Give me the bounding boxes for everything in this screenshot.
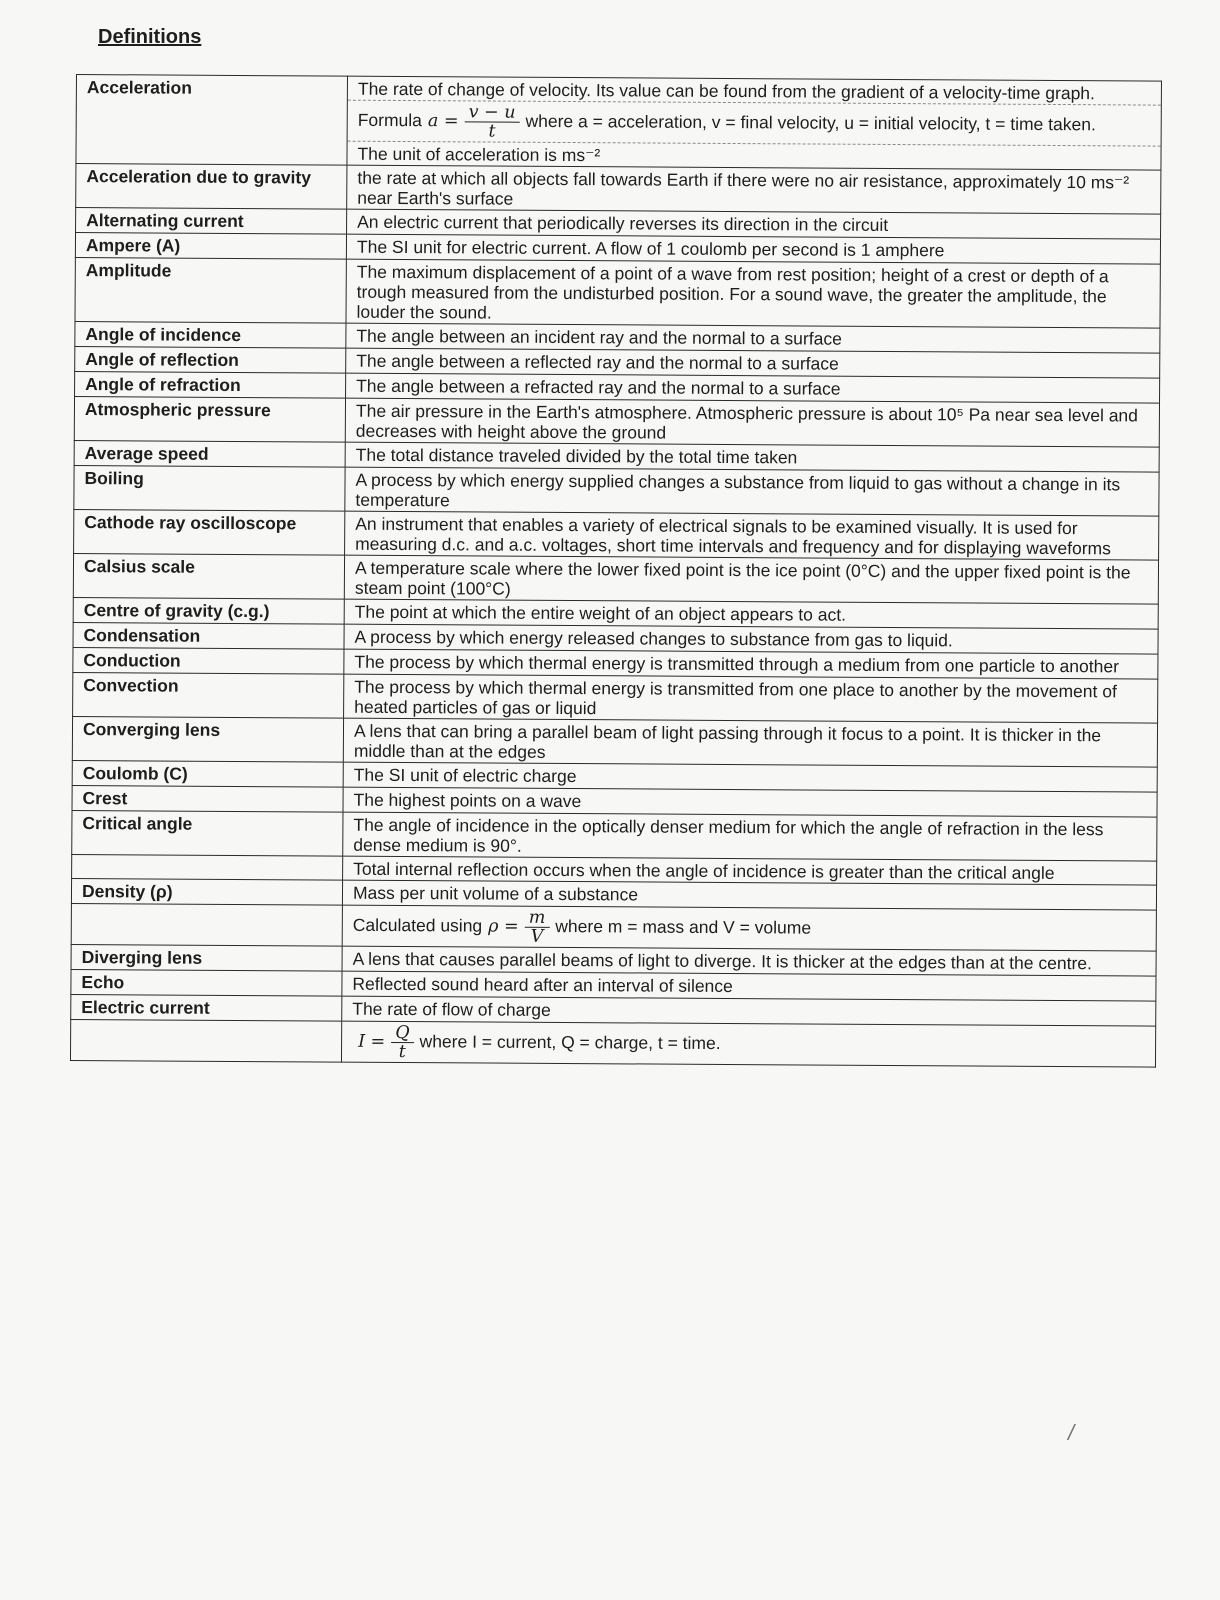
term-cell: Critical angle — [72, 810, 343, 856]
term-cell — [71, 903, 342, 946]
table-row — [74, 465, 1159, 516]
definition-cell — [344, 555, 1158, 604]
definition-text: The process by which thermal energy is transmitted through a medium from one particle to another — [354, 651, 1119, 677]
table-row — [75, 257, 1160, 328]
definition-cell — [345, 467, 1159, 516]
formula-fraction — [391, 1024, 414, 1061]
definition-cell — [344, 674, 1158, 723]
definition-text: An electric current that periodically reverses its direction in the circuit — [357, 211, 889, 235]
definition-text: The SI unit of electric charge — [353, 764, 577, 787]
term-cell: Cathode ray oscilloscope — [74, 509, 345, 555]
formula-lhs: a = — [427, 111, 459, 132]
definition-cell — [345, 398, 1159, 447]
table-row — [73, 672, 1158, 723]
definition-text: The process by which thermal energy is transmitted from one place to another by the movement of heated particles of gas or liquid — [354, 676, 1117, 719]
table-row — [73, 553, 1158, 604]
page-title: Definitions — [98, 26, 202, 48]
definition-text: The point at which the entire weight of an object appears to act. — [354, 601, 847, 625]
definition-text: A process by which energy released changes to substance from gas to liquid. — [354, 626, 953, 651]
definition-text: Reflected sound heard after an interval of silence — [352, 973, 733, 997]
term-cell: Average speed — [74, 440, 345, 467]
definition-text: The angle between a refracted ray and the normal to a surface — [356, 375, 841, 399]
fraction-denominator: t — [398, 1041, 406, 1063]
definition-cell — [347, 76, 1162, 170]
pen-mark: / — [1068, 1420, 1075, 1445]
formula-explanation: where m = mass and V = volume — [555, 916, 812, 938]
formula-explanation: where a = acceleration, v = final velocity, u = initial velocity, t = time taken. — [525, 110, 1096, 135]
table-row — [72, 810, 1157, 861]
formula-line — [342, 1022, 1155, 1067]
table-row — [74, 396, 1159, 447]
term-cell: Angle of reflection — [75, 346, 346, 373]
fraction-denominator: V — [530, 926, 544, 947]
table-row — [76, 75, 1162, 171]
term-cell: Angle of incidence — [75, 321, 346, 348]
term-cell: Ampere (A) — [75, 233, 346, 260]
definition-cell — [347, 165, 1161, 214]
definition-text: An instrument that enables a variety of electrical signals to be examined visually. It is used for measuring d.c. and a.c. voltages, short time intervals and frequency and for displaying waveforms — [355, 513, 1111, 559]
definitions-table — [70, 74, 1162, 1068]
term-cell: Centre of gravity (c.g.) — [73, 597, 344, 624]
definition-text: The angle between an incident ray and the normal to a surface — [356, 325, 842, 349]
definition-text: The rate of flow of charge — [352, 998, 551, 1020]
formula-fraction — [525, 909, 550, 946]
definition-text: Total internal reflection occurs when the angle of incidence is greater than the critical angle — [353, 858, 1055, 883]
term-cell: Acceleration due to gravity — [76, 164, 347, 210]
definition-text: The angle of incidence in the optically denser medium for which the angle of refraction in the less dense medium is 90°. — [353, 814, 1104, 856]
table-row — [76, 164, 1161, 215]
formula-prefix: Calculated using — [352, 914, 483, 936]
definition-text: The angle between a reflected ray and the normal to a surface — [356, 350, 839, 374]
term-cell: Coulomb (C) — [72, 760, 343, 787]
definition-text: the rate at which all objects fall towards Earth if there were no air resistance, approximately 10 ms⁻² near Earth's surface — [357, 167, 1130, 209]
fraction-denominator: t — [488, 121, 496, 142]
definition-text: A lens that causes parallel beams of light to diverge. It is thicker at the edges than at the centre. — [352, 948, 1092, 974]
fraction-numerator: Q — [391, 1024, 413, 1043]
term-cell: Density (ρ) — [71, 878, 342, 905]
formula-explanation: where I = current, Q = charge, t = time. — [419, 1031, 721, 1054]
formula-prefix: Formula — [357, 109, 422, 131]
table-row — [74, 509, 1159, 560]
term-cell: Converging lens — [72, 716, 343, 762]
definition-text: A temperature scale where the lower fixed point is the ice point (0°C) and the upper fixed point is the steam point (100°C) — [354, 557, 1131, 599]
term-cell: Amplitude — [75, 257, 346, 323]
definition-text: Mass per unit volume of a substance — [352, 882, 639, 905]
term-cell: Alternating current — [76, 208, 347, 235]
term-cell: Acceleration — [76, 75, 348, 166]
table-row — [71, 903, 1156, 951]
table-row — [70, 1019, 1155, 1067]
term-cell: Diverging lens — [71, 944, 342, 971]
term-cell: Crest — [72, 785, 343, 812]
definition-text: A process by which energy supplied changes a substance from liquid to gas without a change in its temperature — [355, 469, 1121, 511]
definition-text: The SI unit for electric current. A flow of 1 coulomb per second is 1 amphere — [356, 236, 945, 261]
term-cell: Conduction — [73, 647, 344, 674]
term-cell: Calsius scale — [73, 553, 344, 599]
formula-fraction — [464, 103, 519, 140]
term-cell: Atmospheric pressure — [74, 396, 345, 442]
definition-cell — [341, 1021, 1155, 1067]
term-cell: Angle of refraction — [75, 371, 346, 398]
formula-lhs: I = — [358, 1031, 386, 1053]
term-cell: Convection — [73, 672, 344, 718]
definition-text: The highest points on a wave — [353, 789, 582, 812]
fraction-numerator: m — [525, 909, 550, 928]
definition-cell — [345, 511, 1159, 560]
definition-text: The total distance traveled divided by the total time taken — [355, 444, 798, 468]
definition-cell — [342, 905, 1156, 951]
term-cell: Echo — [71, 969, 342, 996]
formula-line — [348, 100, 1161, 146]
formula-line — [343, 906, 1156, 951]
definition-cell — [343, 812, 1157, 861]
definition-text: The unit of acceleration is ms⁻² — [347, 141, 1160, 170]
term-cell: Condensation — [73, 622, 344, 649]
fraction-numerator: v − u — [465, 103, 520, 122]
definition-cell — [346, 259, 1160, 328]
definition-text: The rate of change of velocity. Its value can be found from the gradient of a velocity-time graph. — [357, 78, 1095, 104]
definition-cell — [343, 718, 1157, 767]
definition-text: A lens that can bring a parallel beam of light passing through it focus to a point. It is thicker in the middle than at the edges — [353, 720, 1102, 762]
table-row — [72, 716, 1157, 767]
definitions-table-body — [70, 75, 1161, 1068]
definition-text: The air pressure in the Earth's atmosphere. Atmospheric pressure is about 10⁵ Pa near sea level and decreases with height above the ground — [355, 400, 1138, 443]
term-cell — [70, 1019, 341, 1062]
formula-lhs: ρ = — [488, 916, 519, 937]
term-cell — [72, 854, 343, 880]
term-cell: Boiling — [74, 465, 345, 511]
definition-text: The maximum displacement of a point of a wave from rest position; height of a crest or depth of a trough measured from the undisturbed position. For a sound wave, the greater the amplitude, the louder the sound. — [356, 261, 1109, 323]
term-cell: Electric current — [71, 994, 342, 1021]
